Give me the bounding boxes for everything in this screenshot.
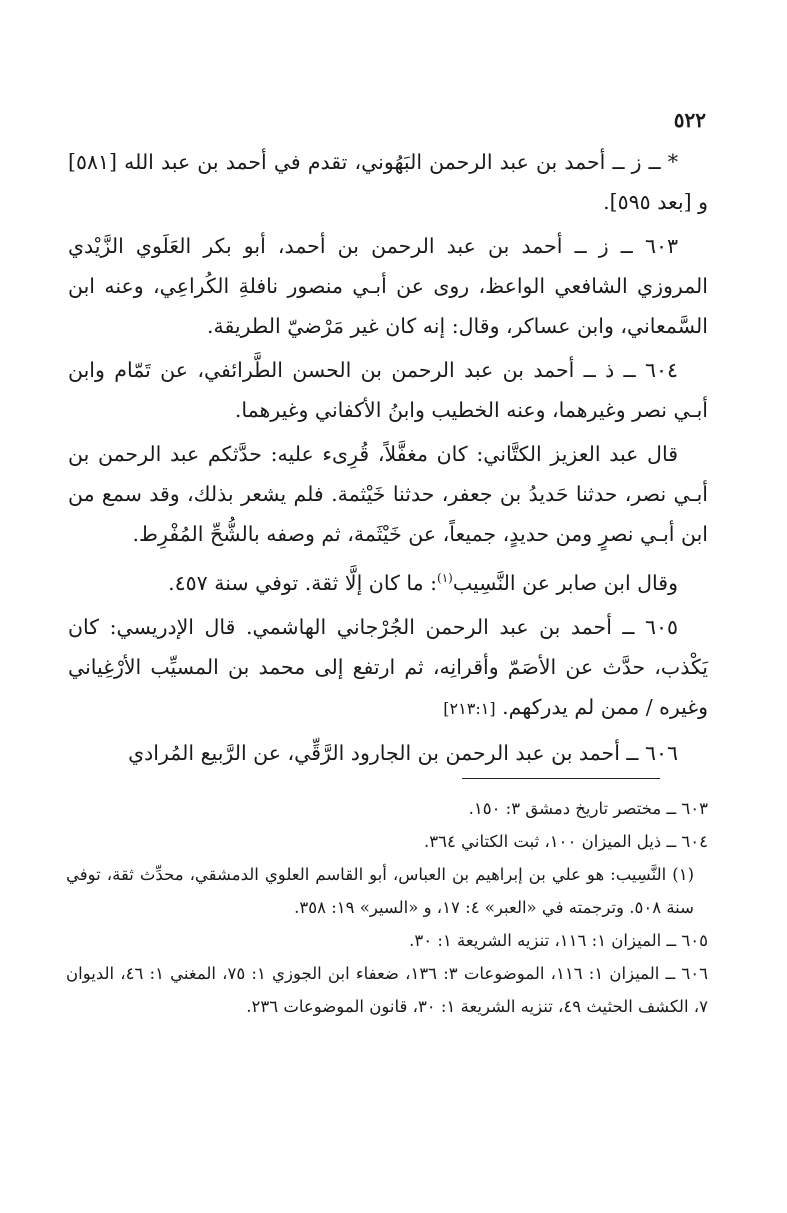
entry-604-quote: قال عبد العزيز الكتَّاني: كان مغفَّلاً، قُرِىء عليه: حدَّثكم عبد الرحمن بن أبـي نصر، حدثنا حَديدُ بن جعفر، حدثنا خَيْثمة. فلم يشعر بذلك، وقد سمع من ابن أبـي نصرٍ ومن حديدٍ، جميعاً، عن خَيْثَمة، ثم وصفه بالشُّحِّ المُفْرِط. xyxy=(68,442,708,546)
footnote-603: ٦٠٣ ــ مختصر تاريخ دمشق ٣: ١٥٠. xyxy=(468,799,708,818)
footnote-604: ٦٠٤ ــ ذيل الميزان ١٠٠، ثبت الكتاني ٣٦٤. xyxy=(424,832,708,851)
entry-606: ٦٠٦ ــ أحمد بن عبد الرحمن بن الجارود الرَّقِّي، عن الرَّبيع المُرادي xyxy=(128,740,678,765)
entry-604-death-note xyxy=(68,558,708,603)
entry-605 xyxy=(68,607,708,729)
footnote-ref-1: (١) xyxy=(437,571,453,585)
footnote-separator xyxy=(462,778,660,779)
entry-604-death-text: وقال ابن صابر عن النَّسِيب xyxy=(452,570,678,595)
footnote-1: (١) النَّسِيب: هو علي بن إبراهيم بن العباس، أبو القاسم العلوي الدمشقي، محدِّث ثقة، توفي سنة ٥٠٨. وترجمته في «العبر» ٤: ١٧، و «السير» ١٩: ٣٥٨. xyxy=(66,865,694,917)
footnote-605: ٦٠٥ ــ الميزان ١: ١١٦، تنزيه الشريعة ١: ٣٠. xyxy=(409,931,708,950)
footnote-606: ٦٠٦ ــ الميزان ١: ١١٦، الموضوعات ٣: ١٣٦، ضعفاء ابن الجوزي ١: ٧٥، المغني ١: ٤٦، الديوان ٧، الكشف الحثيث ٤٩، تنزيه الشريعة ١: ٣٠، قانون الموضوعات ٢٣٦. xyxy=(66,964,708,1016)
entry-603: ٦٠٣ ــ ز ــ أحمد بن عبد الرحمن بن أحمد، أبو بكر العَلَوي الزَّيْدي المروزي الشافعي الواعظ، روى عن أبـي منصور نافلةِ الكُراعِي، وعنه ابن السَّمعاني، وابن عساكر، وقال: إنه كان غير مَرْضيّ الطريقة. xyxy=(68,234,708,338)
footnotes xyxy=(66,792,708,1023)
entry-604: ٦٠٤ ــ ذ ــ أحمد بن عبد الرحمن بن الحسن الطَّرائفي، عن تَمّام وابن أبـي نصر وغيرهما، وعنه الخطيب وابنُ الأكفاني وغيرهما. xyxy=(68,358,708,422)
main-text xyxy=(68,142,708,777)
entry-605-margin-note: [٢١٣:١] xyxy=(443,698,496,718)
page-number: ٥٢٢ xyxy=(673,108,706,132)
entry-cross-reference: * ــ ز ــ أحمد بن عبد الرحمن البَهُوني، تقدم في أحمد بن عبد الله [٥٨١] و [بعد ٥٩٥]. xyxy=(68,150,708,214)
entry-605-text: ٦٠٥ ــ أحمد بن عبد الرحمن الجُرْجاني الهاشمي. قال الإدريسي: كان يَكْذب، حدَّث عن الأصَمّ وأقرانِه، ثم ارتفع إلى محمد بن المسيِّب الأرْغِياني وغيره / ممن لم يدركهم. xyxy=(68,614,708,719)
entry-604-death-text-after: : ما كان إلَّا ثقة. توفي سنة ٤٥٧. xyxy=(168,570,438,595)
